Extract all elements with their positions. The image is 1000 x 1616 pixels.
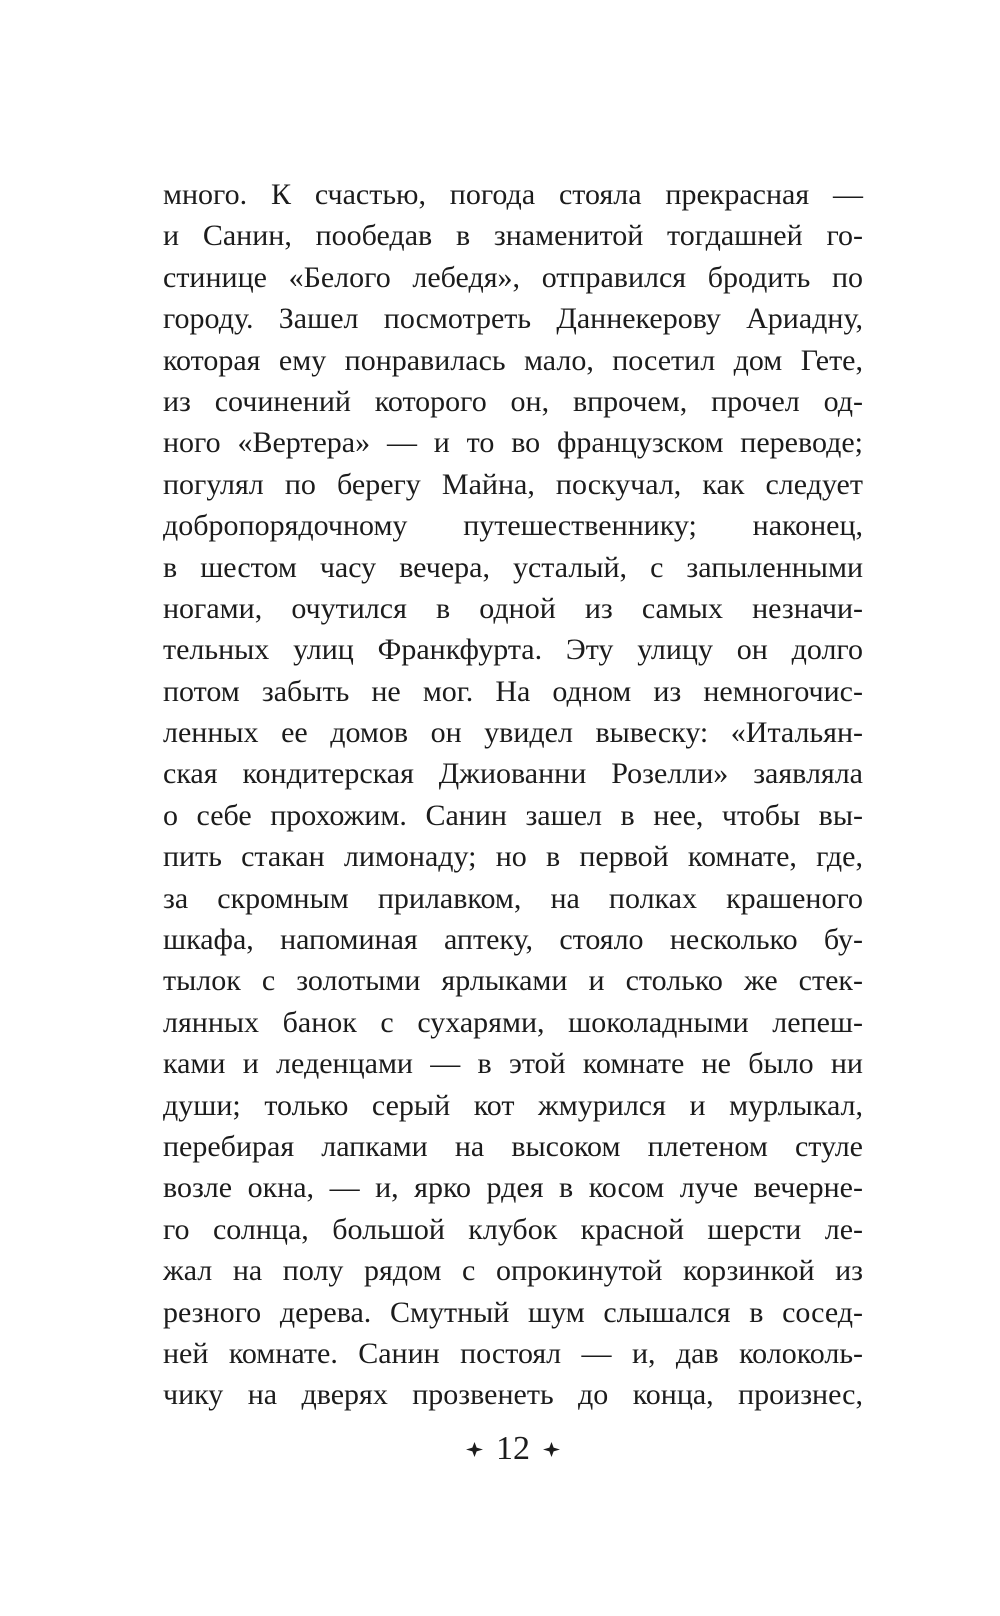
body-text <box>163 174 863 1416</box>
text-line: ленных ее домов он увидел вывеску: «Итальян- <box>163 716 863 750</box>
text-line: чику на дверях прозвенеть до конца, произнес, <box>163 1378 863 1412</box>
text-line: и Санин, пообедав в знаменитой тогдашней го- <box>163 219 863 253</box>
text-line: о себе прохожим. Санин зашел в нее, чтобы вы- <box>163 798 863 832</box>
text-line: ногами, очутился в одной из самых незначи- <box>163 591 863 625</box>
text-line: пить стакан лимонаду; но в первой комнате, где, <box>163 840 863 874</box>
text-line: потом забыть не мог. На одном из немногочис- <box>163 674 863 708</box>
text-line: го солнца, большой клубок красной шерсти ле- <box>163 1212 863 1246</box>
text-line: души; только серый кот жмурился и мурлыкал, <box>163 1088 863 1122</box>
text-line: из сочинений которого он, впрочем, прочел од- <box>163 384 863 418</box>
page-footer <box>163 1428 863 1470</box>
text-line: которая ему понравилась мало, посетил дом Гете, <box>163 343 863 377</box>
text-line: городу. Зашел посмотреть Даннекерову Ариадну, <box>163 302 863 336</box>
text-line: тельных улиц Франкфурта. Эту улицу он долго <box>163 633 863 667</box>
four-pointed-star-icon <box>543 1442 560 1457</box>
page-number-label: 12 <box>496 1430 530 1467</box>
text-line: резного дерева. Смутный шум слышался в сосед- <box>163 1295 863 1329</box>
four-pointed-star-icon <box>466 1442 483 1457</box>
text-line: ного «Вертера» — и то во французском переводе; <box>163 426 863 460</box>
text-line: перебирая лапками на высоком плетеном стуле <box>163 1129 863 1163</box>
text-line: ней комнате. Санин постоял — и, дав колоколь- <box>163 1336 863 1370</box>
text-line: в шестом часу вечера, усталый, с запыленными <box>163 550 863 584</box>
text-line: ская кондитерская Джиованни Розелли» заявляла <box>163 757 863 791</box>
text-line: много. К счастью, погода стояла прекрасная — <box>163 178 863 211</box>
text-line: возле окна, — и, ярко рдея в косом луче вечерне- <box>163 1171 863 1205</box>
text-line: стинице «Белого лебедя», отправился бродить по <box>163 260 863 294</box>
text-line: лянных банок с сухарями, шоколадными лепеш- <box>163 1005 863 1039</box>
text-line: погулял по берегу Майна, поскучал, как следует <box>163 467 863 501</box>
text-line: жал на полу рядом с опрокинутой корзинкой из <box>163 1254 863 1288</box>
text-line: шкафа, напоминая аптеку, стояло несколько бу- <box>163 923 863 957</box>
text-line: ками и леденцами — в этой комнате не было ни <box>163 1047 863 1081</box>
text-line: за скромным прилавком, на полках крашеного <box>163 881 863 915</box>
text-line: добропорядочному путешественнику; наконец, <box>163 509 863 543</box>
text-line: тылок с золотыми ярлыками и столько же стек- <box>163 964 863 998</box>
